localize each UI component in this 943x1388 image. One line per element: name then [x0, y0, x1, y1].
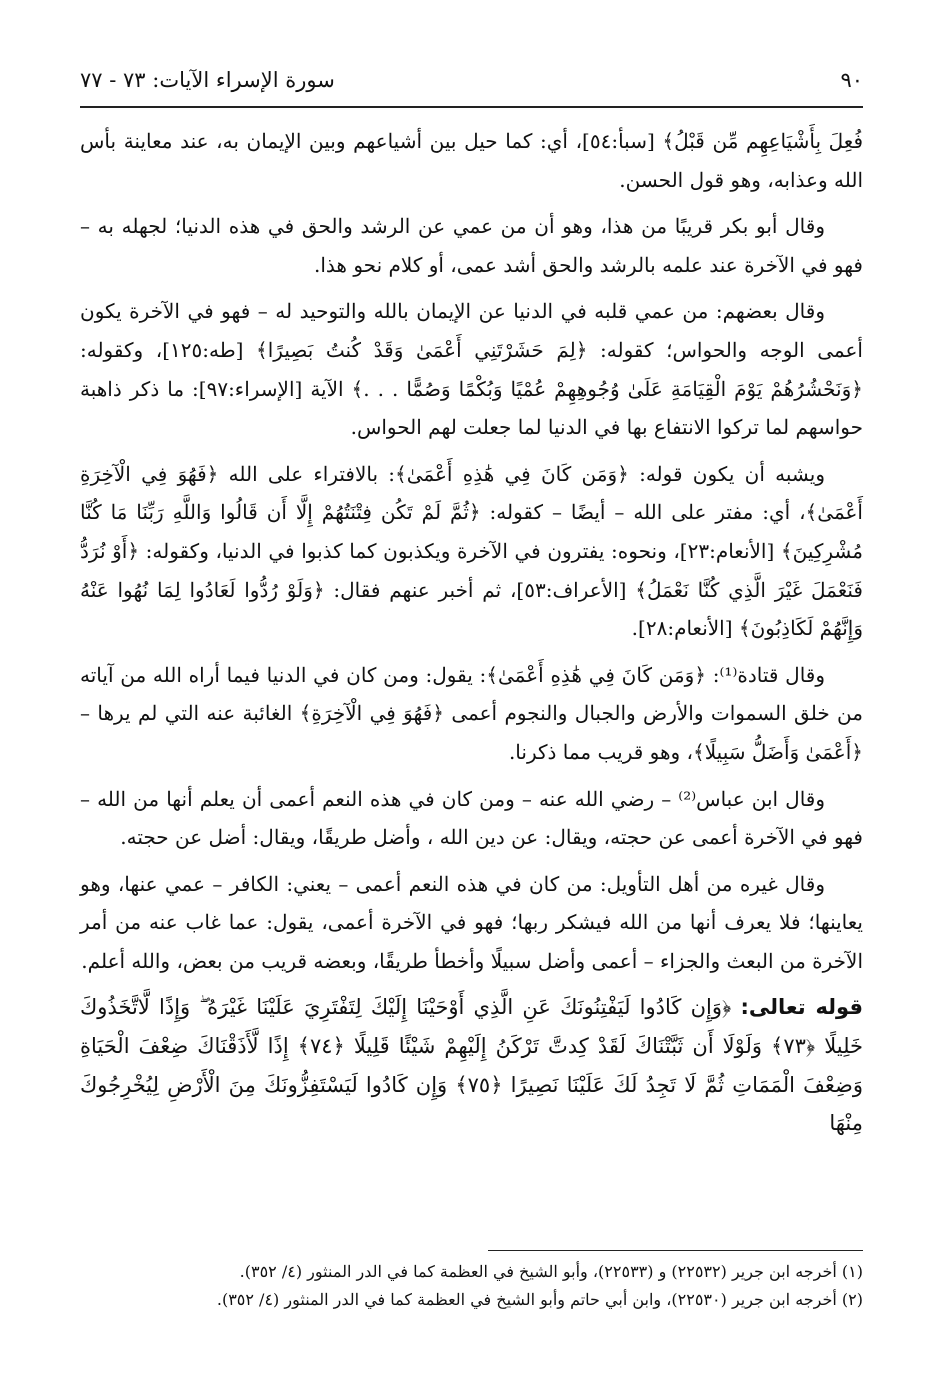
paragraph: وقال بعضهم: من عمي قلبه في الدنيا عن الإيمان بالله والتوحيد له – فهو في الآخرة يكون أعمى الوجه والحواس؛ كقوله: ﴿لِمَ حَشَرْتَنِي أَعْمَىٰ وَقَدْ كُنتُ بَصِيرًا﴾ [طه:١٢٥]، وكقوله: ﴿وَنَحْشُرُهُمْ يَوْمَ الْقِيَامَةِ عَلَىٰ وُجُوهِهِمْ عُمْيًا وَبُكْمًا وَصُمًّا . . .﴾ الآية [الإسراء:٩٧]: ما ذكر ذاهبة حواسهم لما تركوا الانتفاع بها في الدنيا لما جعلت لهم الحواس. — [80, 299, 864, 440]
page-body — [80, 122, 863, 1151]
paragraph: وقال ابن عباس⁽²⁾ – رضي الله عنه – ومن كان في هذه النعم أعمى أن يعلم أنها من الله – فهو في الآخرة أعمى عن حجته، ويقال: عن دين الله ، وأضل طريقًا، ويقال: أضل عن حجته. — [80, 786, 863, 850]
footnote: (٢) أخرجه ابن جرير (٢٢٥٣٠)، وابن أبي حاتم وأبو الشيخ في العظمة كما في الدر المنثور (٤/ ٣٥٢). — [216, 1290, 863, 1309]
verse-label: قوله تعالى: — [740, 995, 863, 1020]
verse-block — [80, 988, 863, 1142]
header-rule — [80, 106, 863, 108]
page-header — [80, 62, 863, 102]
paragraph: وقال غيره من أهل التأويل: من كان في هذه النعم أعمى – يعني: الكافر – عمي عنها، وهو يعاينها؛ فلا يعرف أنها من الله فيشكر ربها؛ فهو في الآخرة أعمى، يقول: عما غاب عنه من أمر الآخرة من البعث والجزاء – أعمى وأضل سبيلًا وأخطأ طريقًا، وبعضه قريب من بعض، والله أعلم. — [80, 871, 863, 973]
running-title: سورة الإسراء الآيات: ٧٣ - ٧٧ — [80, 68, 335, 92]
paragraph: وقال قتادة⁽¹⁾: ﴿وَمَن كَانَ فِي هَٰذِهِ أَعْمَىٰ﴾: يقول: ومن كان في الدنيا فيما أراه الله من آياته من خلق السموات والأرض والجبال والنجوم أعمى ﴿فَهُوَ فِي الْآخِرَةِ﴾ الغائبة عنه التي لم يرها – ﴿أَعْمَىٰ وَأَضَلُّ سَبِيلًا﴾، وهو قريب مما ذكرنا. — [80, 662, 863, 764]
footnote-rule — [488, 1250, 863, 1251]
page-number: ٩٠ — [840, 68, 863, 92]
verse-text: ﴿وَإِن كَادُوا لَيَفْتِنُونَكَ عَنِ الَّذِي أَوْحَيْنَا إِلَيْكَ لِتَفْتَرِيَ عَلَيْنَا غَيْرَهُ ۖ وَإِذًا لَّاتَّخَذُوكَ خَلِيلًا ﴿٧٣﴾ وَلَوْلَا أَن ثَبَّتْنَاكَ لَقَدْ كِدتَّ تَرْكَنُ إِلَيْهِمْ شَيْئًا قَلِيلًا ﴿٧٤﴾ إِذًا لَّأَذَقْنَاكَ ضِعْفَ الْحَيَاةِ وَضِعْفَ الْمَمَاتِ ثُمَّ لَا تَجِدُ لَكَ عَلَيْنَا نَصِيرًا ﴿٧٥﴾ وَإِن كَادُوا لَيَسْتَفِزُّونَكَ مِنَ الْأَرْضِ لِيُخْرِجُوكَ مِنْهَا — [80, 995, 864, 1136]
paragraph: فُعِلَ بِأَشْيَاعِهِم مِّن قَبْلُ﴾ [سبأ:٥٤]، أي: كما حيل بين أشياعهم وبين الإيمان به، عند معاينة بأس الله وعذابه، وهو قول الحسن. — [80, 129, 863, 192]
footnotes — [80, 1258, 863, 1314]
footnote: (١) أخرجه ابن جرير (٢٢٥٣٢) و (٢٢٥٣٣)، وأبو الشيخ في العظمة كما في الدر المنثور (٤/ ٣٥٢). — [239, 1262, 863, 1281]
paragraph: ويشبه أن يكون قوله: ﴿وَمَن كَانَ فِي هَٰذِهِ أَعْمَىٰ﴾: بالافتراء على الله ﴿فَهُوَ فِي الْآخِرَةِ أَعْمَىٰ﴾، أي: مفتر على الله – أيضًا – كقوله: ﴿ثُمَّ لَمْ تَكُن فِتْنَتُهُمْ إِلَّا أَن قَالُوا وَاللَّهِ رَبِّنَا مَا كُنَّا مُشْرِكِينَ﴾ [الأنعام:٢٣]، ونحوه: يفترون في الآخرة ويكذبون كما كذبوا في الدنيا، وكقوله: ﴿أَوْ نُرَدُّ فَنَعْمَلَ غَيْرَ الَّذِي كُنَّا نَعْمَلُ﴾ [الأعراف:٥٣]، ثم أخبر عنهم فقال: ﴿وَلَوْ رُدُّوا لَعَادُوا لِمَا نُهُوا عَنْهُ وَإِنَّهُمْ لَكَاذِبُونَ﴾ [الأنعام:٢٨]. — [80, 461, 863, 641]
paragraph: وقال أبو بكر قريبًا من هذا، وهو أن من عمي عن الرشد والحق في هذه الدنيا؛ لجهله به – فهو في الآخرة عند علمه بالرشد والحق أشد عمى، أو كلام نحو هذا. — [80, 214, 863, 277]
